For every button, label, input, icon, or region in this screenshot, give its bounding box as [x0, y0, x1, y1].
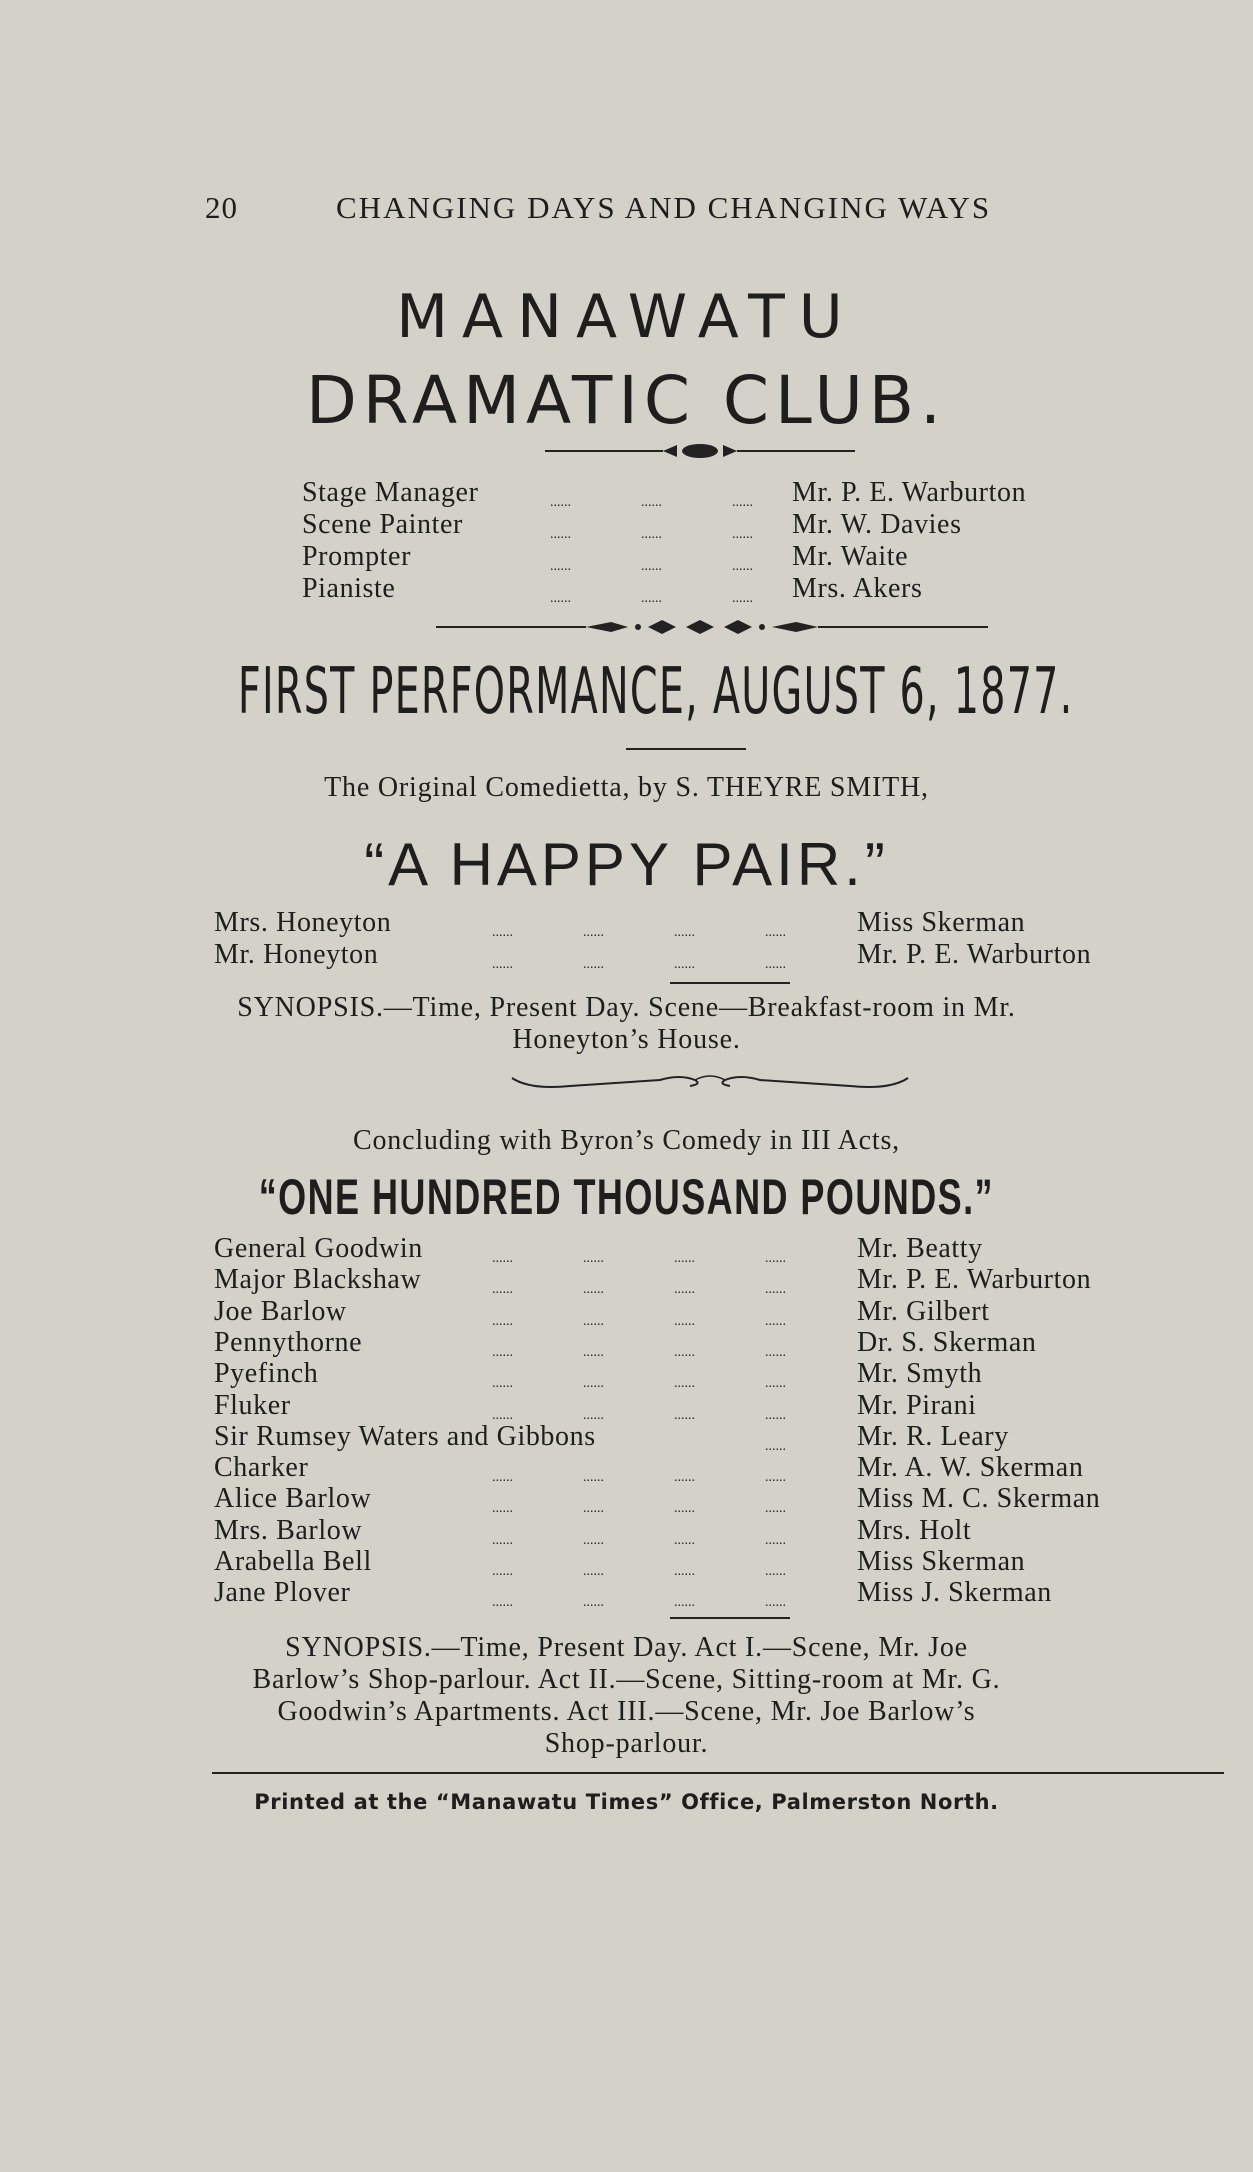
cast-actor: Mr. Gilbert [857, 1295, 990, 1327]
cast-row [0, 1546, 1253, 1578]
play2-synopsis-line: Shop-parlour. [544, 1728, 709, 1759]
cast-row [0, 939, 1253, 971]
cast-row [0, 1233, 1253, 1265]
cast-row [0, 1452, 1253, 1484]
divider-ornament [436, 617, 988, 637]
leader-dots: ...... ...... ...... [550, 559, 753, 574]
short-rule [670, 1617, 790, 1619]
cast-row [0, 1483, 1253, 1515]
leader-dots: ...... ...... ...... ...... [492, 1407, 786, 1423]
cast-row [0, 1515, 1253, 1547]
cast-role: Arabella Bell [214, 1546, 372, 1577]
flourish-ornament [510, 1070, 910, 1102]
cast-row [0, 1390, 1253, 1422]
play2-synopsis-line: Goodwin’s Apartments. Act III.—Scene, Mr. Joe Barlow’s [277, 1696, 976, 1727]
leader-dots: ...... ...... ...... ...... [492, 1376, 786, 1392]
cast-actor: Miss M. C. Skerman [857, 1483, 1101, 1515]
staff-role: Prompter [302, 541, 412, 572]
short-rule [670, 982, 790, 984]
leader-dots: ...... ...... ...... ...... [492, 1564, 786, 1579]
leader-dots: ...... ...... ...... ...... [492, 1595, 786, 1611]
cast-role: Jane Plover [214, 1577, 351, 1609]
leader-dots: ...... ...... ...... ...... [492, 1470, 786, 1486]
cast-actor: Dr. S. Skerman [857, 1326, 1037, 1358]
cast-actor: Mr. A. W. Skerman [857, 1452, 1084, 1484]
staff-role: Stage Manager [302, 477, 479, 508]
staff-row [0, 477, 1253, 509]
cast-role: Sir Rumsey Waters and Gibbons [214, 1420, 596, 1452]
club-ornament [545, 440, 855, 462]
cast-actor: Miss J. Skerman [857, 1577, 1052, 1609]
leader-dots: ...... [765, 1438, 786, 1454]
cast-actor: Mr. R. Leary [857, 1420, 1009, 1452]
cast-actor: Mr. P. E. Warburton [857, 1264, 1092, 1296]
cast-role: Joe Barlow [214, 1295, 347, 1327]
leader-dots: ...... ...... ...... [550, 527, 753, 542]
leader-dots: ...... ...... ...... [550, 591, 753, 606]
cast-actor: Miss Skerman [857, 907, 1026, 938]
cast-role: Mrs. Barlow [214, 1514, 363, 1546]
cast-role: Major Blackshaw [214, 1264, 422, 1296]
staff-row [0, 541, 1253, 573]
page-number: 20 [205, 190, 238, 225]
cast-row [0, 1358, 1253, 1390]
staff-name: Mr. W. Davies [792, 509, 962, 540]
cast-row [0, 1296, 1253, 1328]
cast-role: Mr. Honeyton [214, 939, 379, 970]
cast-actor: Mr. Pirani [857, 1389, 977, 1421]
leader-dots: ...... ...... ...... ...... [492, 1251, 786, 1266]
running-title: CHANGING DAYS AND CHANGING WAYS [336, 190, 992, 225]
cast-row [0, 1264, 1253, 1296]
play2-title: “ONE HUNDRED THOUSAND POUNDS.” [258, 1169, 994, 1225]
staff-name: Mrs. Akers [792, 573, 923, 604]
staff-role: Pianiste [302, 573, 396, 604]
play1-intro: The Original Comedietta, by S. THEYRE SMITH, [324, 772, 929, 803]
club-name-line1: MANAWATU [396, 282, 857, 352]
cast-role: Mrs. Honeyton [214, 907, 392, 938]
play2-intro: Concluding with Byron’s Comedy in III Acts, [353, 1125, 900, 1156]
leader-dots: ...... ...... ...... ...... [492, 1532, 786, 1548]
play1-synopsis-line1: SYNOPSIS.—Time, Present Day. Scene—Breakfast-room in Mr. [237, 992, 1016, 1023]
cast-actor: Mrs. Holt [857, 1514, 972, 1546]
staff-role: Scene Painter [302, 509, 463, 540]
cast-row [0, 907, 1253, 939]
leader-dots: ...... ...... ...... ...... [492, 925, 786, 940]
cast-role: Pennythorne [214, 1326, 363, 1358]
staff-name: Mr. P. E. Warburton [792, 477, 1027, 508]
leader-dots: ...... ...... ...... [550, 495, 753, 510]
cast-actor: Mr. P. E. Warburton [857, 939, 1092, 970]
cast-row [0, 1577, 1253, 1609]
leader-dots: ...... ...... ...... ...... [492, 1344, 786, 1360]
play1-title: “A HAPPY PAIR.” [364, 831, 889, 898]
cast-role: Pyefinch [214, 1358, 319, 1390]
cast-actor: Miss Skerman [857, 1546, 1026, 1577]
cast-actor: Mr. Beatty [857, 1233, 983, 1264]
cast-row [0, 1327, 1253, 1359]
first-performance-heading: FIRST PERFORMANCE, AUGUST 6, 1877. [237, 655, 1074, 729]
staff-name: Mr. Waite [792, 541, 909, 572]
play1-synopsis-line2: Honeyton’s House. [512, 1024, 741, 1055]
leader-dots: ...... ...... ...... ...... [492, 1282, 786, 1298]
leader-dots: ...... ...... ...... ...... [492, 957, 786, 972]
cast-role: Fluker [214, 1389, 291, 1421]
short-rule [626, 748, 746, 750]
leader-dots: ...... ...... ...... ...... [492, 1313, 786, 1329]
cast-row [0, 1421, 1253, 1453]
bottom-rule [212, 1772, 1224, 1774]
staff-row [0, 573, 1253, 605]
cast-role: Alice Barlow [214, 1483, 372, 1515]
printer-note: Printed at the “Manawatu Times” Office, Palmerston North. [254, 1790, 999, 1814]
cast-role: Charker [214, 1452, 309, 1484]
play2-synopsis-line: SYNOPSIS.—Time, Present Day. Act I.—Scene, Mr. Joe [285, 1632, 968, 1663]
club-name-line2: DRAMATIC CLUB. [305, 362, 948, 439]
cast-role: General Goodwin [214, 1233, 423, 1264]
play2-synopsis-line: Barlow’s Shop-parlour. Act II.—Scene, Sitting-room at Mr. G. [252, 1664, 1001, 1695]
leader-dots: ...... ...... ...... ...... [492, 1501, 786, 1517]
staff-row [0, 509, 1253, 541]
cast-actor: Mr. Smyth [857, 1358, 983, 1390]
